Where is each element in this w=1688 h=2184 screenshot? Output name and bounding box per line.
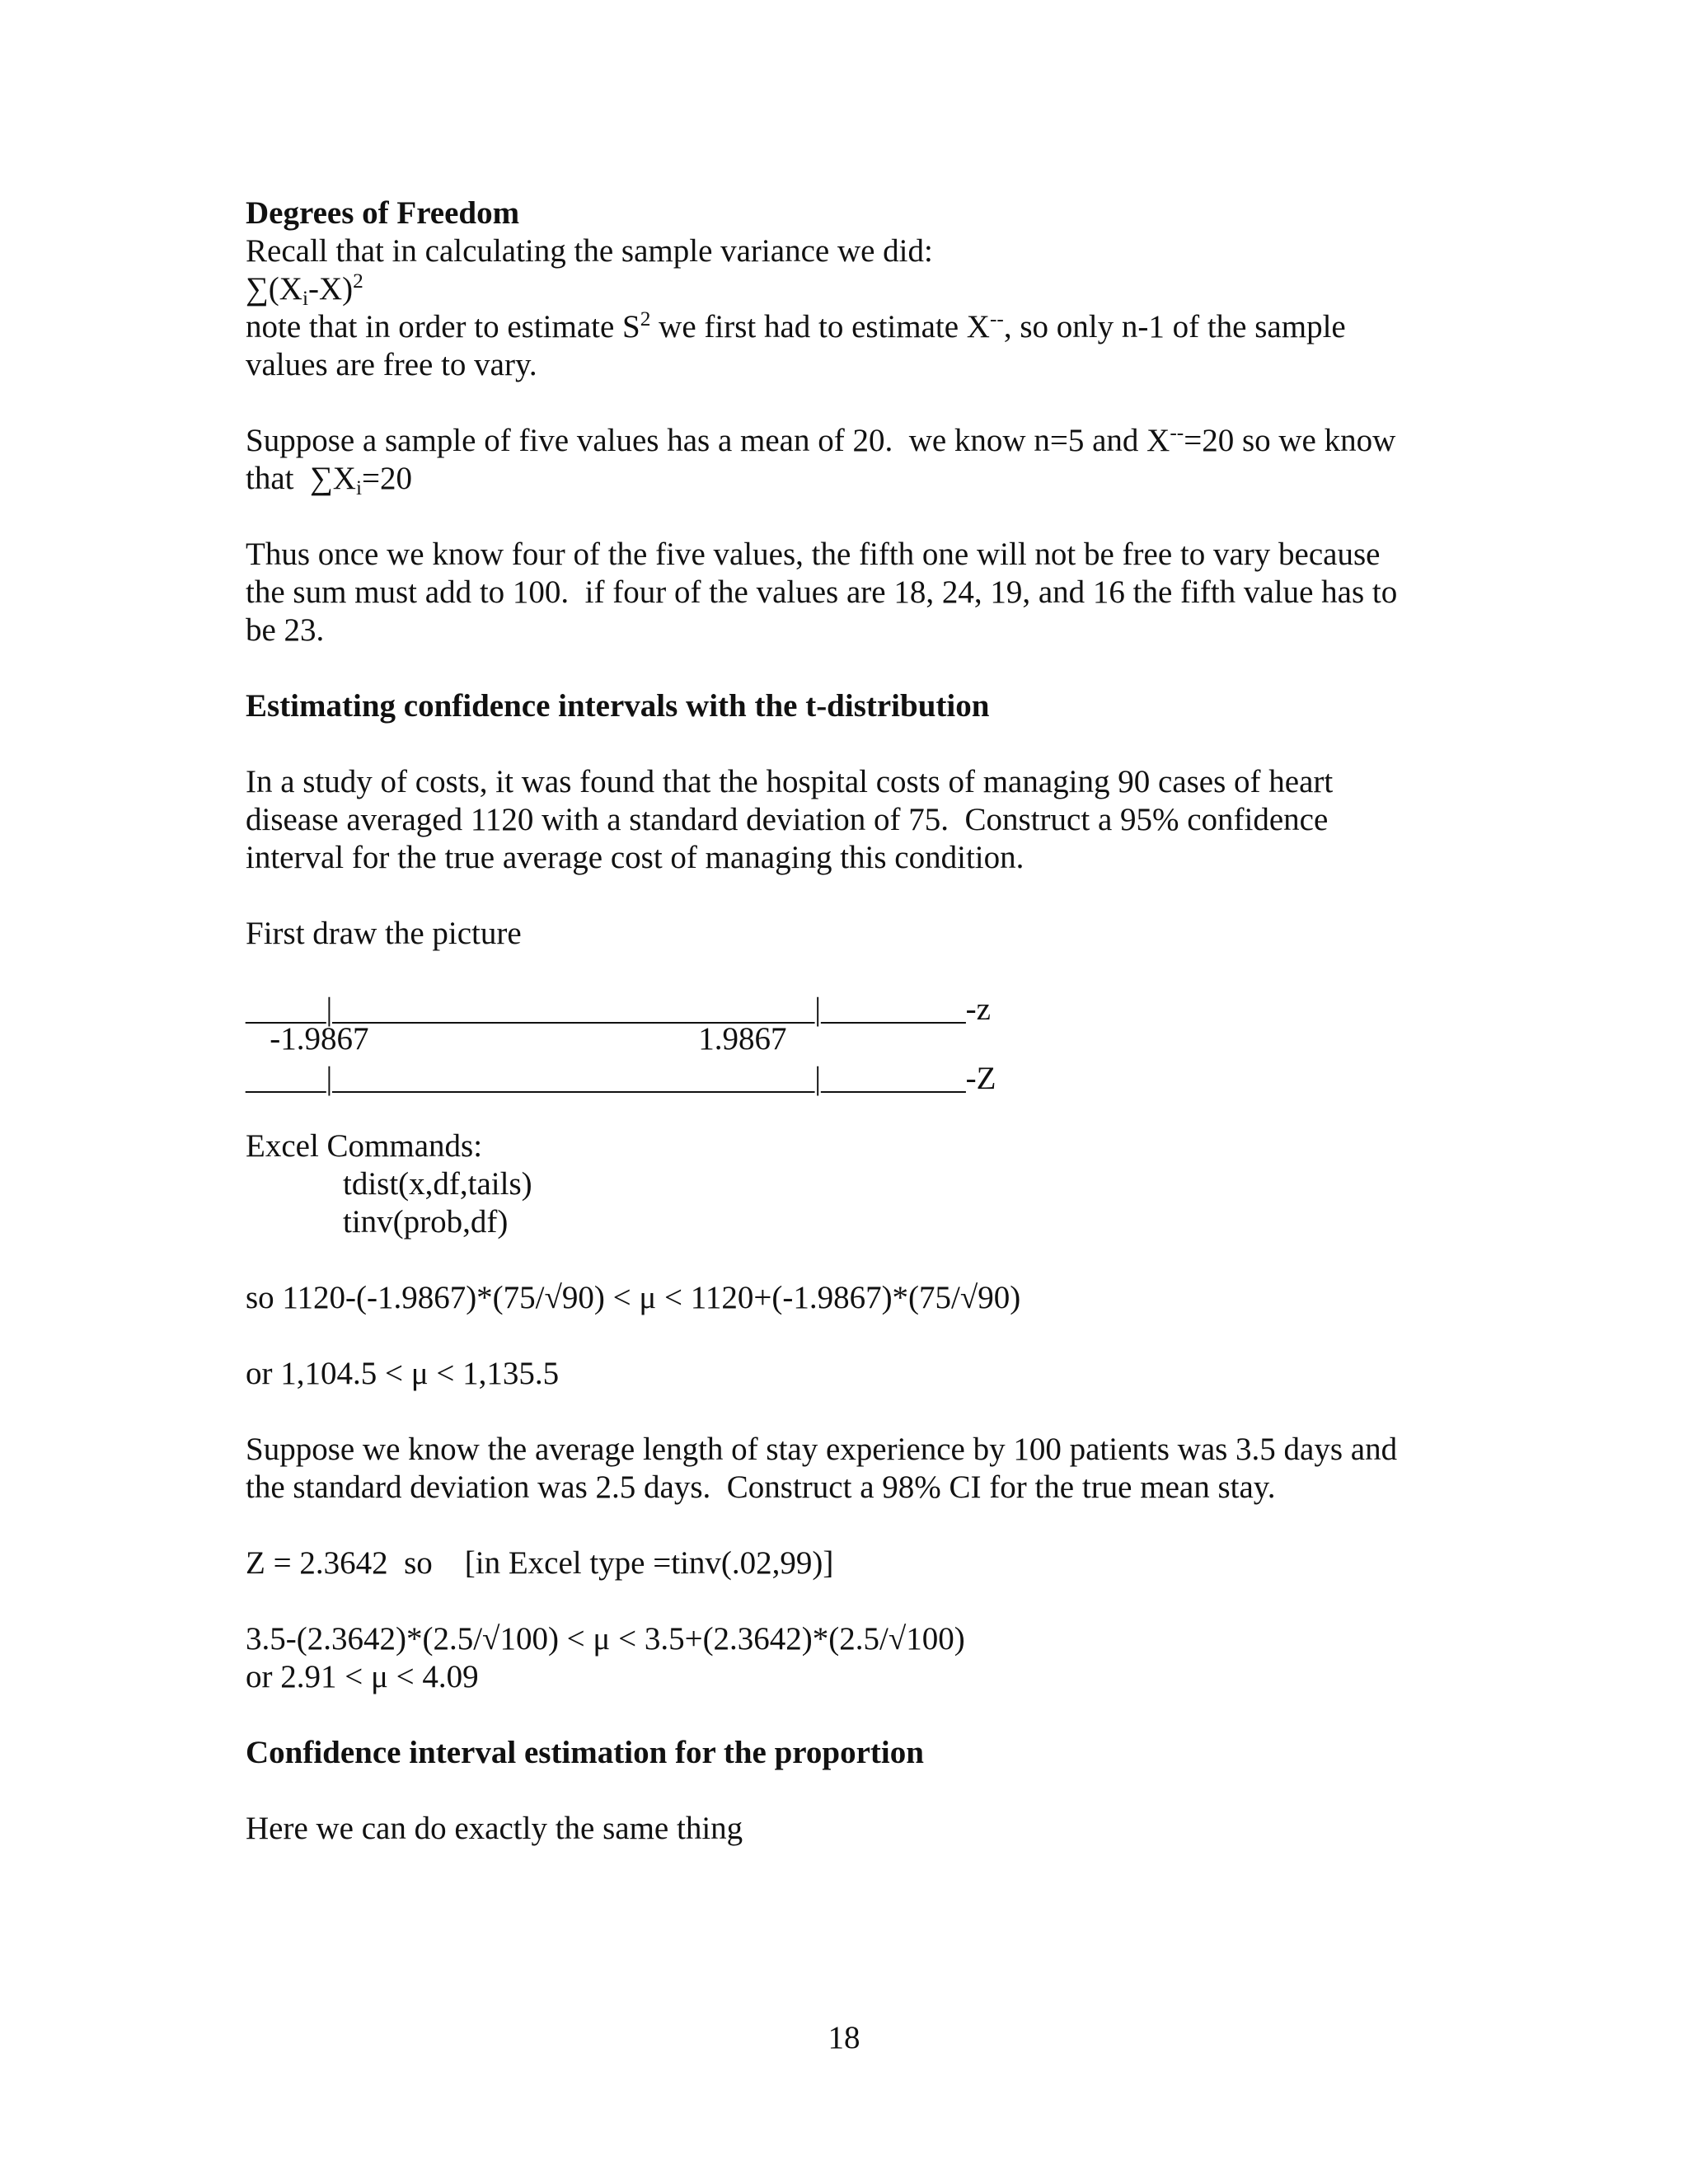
formula-sum-prefix: ∑(X bbox=[246, 271, 302, 307]
suppose-part-a: Suppose a sample of five values has a mean of 20. we know n=5 and X bbox=[246, 423, 1170, 458]
excel-command-tdist: tdist(x,df,tails) bbox=[343, 1166, 532, 1202]
paragraph-recall: Recall that in calculating the sample variance we did: bbox=[246, 233, 933, 269]
formula-sum-squares bbox=[246, 269, 1457, 311]
paragraph-here: Here we can do exactly the same thing bbox=[246, 1811, 743, 1846]
spacer bbox=[246, 1098, 1457, 1127]
page-number: 18 bbox=[828, 2020, 860, 2055]
paragraph-study-line2: disease averaged 1120 with a standard deviation of 75. Construct a 95% confidence bbox=[246, 802, 1329, 837]
note-superscript-bar: -- bbox=[989, 307, 1004, 331]
heading-degrees-of-freedom: Degrees of Freedom bbox=[246, 195, 520, 231]
spacer bbox=[246, 1241, 1457, 1279]
spacer bbox=[246, 725, 1457, 763]
that-subscript-i: i bbox=[355, 476, 362, 500]
spacer bbox=[246, 1393, 1457, 1431]
note-superscript-2: 2 bbox=[640, 307, 651, 331]
spacer bbox=[246, 953, 1457, 991]
paragraph-thus-line2: the sum must add to 100. if four of the values are 18, 24, 19, and 16 the fifth value has to bbox=[246, 574, 1398, 610]
paragraph-thus-line3: be 23. bbox=[246, 612, 325, 648]
formula-subscript-i: i bbox=[302, 287, 309, 311]
excel-command-tinv: tinv(prob,df) bbox=[343, 1204, 509, 1240]
heading-ci-proportion: Confidence interval estimation for the proportion bbox=[246, 1735, 924, 1770]
formula-superscript-2: 2 bbox=[353, 269, 363, 293]
note-part-b: we first had to estimate X bbox=[650, 309, 990, 344]
suppose-superscript-bar: -- bbox=[1170, 421, 1184, 445]
document-body bbox=[246, 194, 1457, 1848]
excel-commands-title: Excel Commands: bbox=[246, 1128, 483, 1164]
paragraph-suppose-line1 bbox=[246, 422, 1457, 460]
note-part-a: note that in order to estimate S bbox=[246, 309, 640, 344]
diagram-line-z-lower: _____|______________________________|_________-z bbox=[246, 991, 991, 1027]
spacer bbox=[246, 877, 1457, 915]
that-part-b: =20 bbox=[362, 461, 412, 496]
diagram-critical-values: -1.9867 1.9867 bbox=[246, 1021, 787, 1057]
number-line-diagram bbox=[246, 991, 1457, 1098]
spacer bbox=[246, 1507, 1457, 1544]
result-ci-stay: or 2.91 < μ < 4.09 bbox=[246, 1659, 479, 1694]
paragraph-stay-line2: the standard deviation was 2.5 days. Construct a 98% CI for the true mean stay. bbox=[246, 1469, 1276, 1505]
spacer bbox=[246, 1772, 1457, 1810]
paragraph-thus-line1: Thus once we know four of the five values, the fifth one will not be free to vary because bbox=[246, 537, 1381, 572]
that-part-a: that ∑X bbox=[246, 461, 356, 496]
formula-sum-mid: -X) bbox=[308, 271, 354, 307]
formula-ci-stay: 3.5-(2.3642)*(2.5/√100) < μ < 3.5+(2.3642)*(2.5/√100) bbox=[246, 1621, 965, 1657]
spacer bbox=[246, 498, 1457, 536]
spacer bbox=[246, 1696, 1457, 1734]
result-ci-cost: or 1,104.5 < μ < 1,135.5 bbox=[246, 1356, 560, 1391]
z-value-line: Z = 2.3642 so [in Excel type =tinv(.02,99)] bbox=[246, 1545, 834, 1581]
paragraph-note-line2: values are free to vary. bbox=[246, 347, 537, 382]
formula-ci-cost: so 1120-(-1.9867)*(75/√90) < μ < 1120+(-1.9867)*(75/√90) bbox=[246, 1280, 1021, 1315]
paragraph-study-line3: interval for the true average cost of managing this condition. bbox=[246, 840, 1025, 875]
spacer bbox=[246, 649, 1457, 687]
paragraph-study-line1: In a study of costs, it was found that the hospital costs of managing 90 cases of heart bbox=[246, 764, 1334, 799]
suppose-part-b: =20 so we know bbox=[1184, 423, 1396, 458]
diagram-line-z-upper: _____|______________________________|_________-Z bbox=[246, 1061, 996, 1096]
paragraph-first-draw: First draw the picture bbox=[246, 916, 522, 951]
heading-ci-t-distribution: Estimating confidence intervals with the t-distribution bbox=[246, 688, 990, 724]
paragraph-stay-line1: Suppose we know the average length of stay experience by 100 patients was 3.5 days and bbox=[246, 1432, 1398, 1467]
paragraph-suppose-line2 bbox=[246, 460, 1457, 498]
spacer bbox=[246, 384, 1457, 422]
spacer bbox=[246, 1317, 1457, 1355]
spacer bbox=[246, 1582, 1457, 1620]
note-part-c: , so only n-1 of the sample bbox=[1003, 309, 1346, 344]
paragraph-note-line1 bbox=[246, 308, 1457, 346]
